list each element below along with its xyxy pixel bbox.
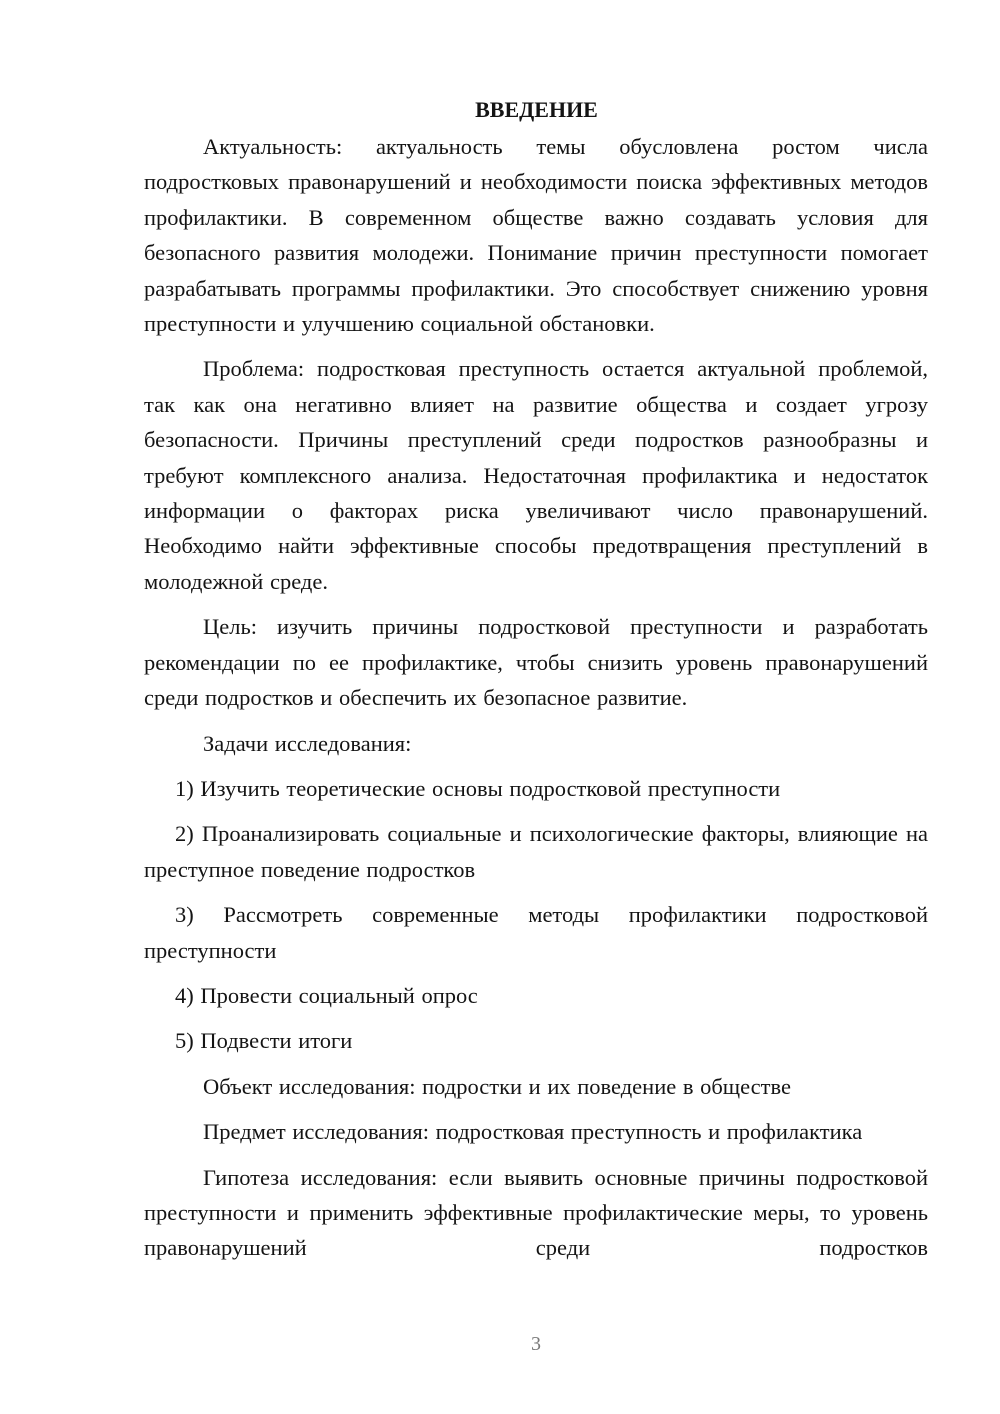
section-heading: ВВЕДЕНИЕ — [475, 97, 598, 122]
relevance-paragraph: Актуальность: актуальность темы обусловлена ростом числа подростковых правонарушений и необходимости поиска эффективных методов профилактики. В современном обществе важно создавать условия для безопасного развития молодежи. Понимание причин преступности помогает разрабатывать программы профилактики. Это способствует снижению уровня преступности и улучшению социальной обстановки. — [144, 134, 928, 337]
object-paragraph: Объект исследования: подростки и их поведение в обществе — [203, 1073, 791, 1099]
task-item: 1) Изучить теоретические основы подростковой преступности — [175, 775, 781, 801]
task-item: 2) Проанализировать социальные и психологические факторы, влияющие на преступное поведение подростков — [144, 821, 928, 882]
page-content — [144, 91, 928, 1266]
task-item: 5) Подвести итоги — [175, 1028, 353, 1054]
subject-paragraph: Предмет исследования: подростковая преступность и профилактика — [203, 1119, 863, 1145]
tasks-heading: Задачи исследования: — [203, 730, 412, 756]
task-item: 4) Провести социальный опрос — [175, 982, 478, 1008]
goal-paragraph: Цель: изучить причины подростковой преступности и разработать рекомендации по ее профилактике, чтобы снизить уровень правонарушений среди подростков и обеспечить их безопасное развитие. — [144, 614, 928, 711]
hypothesis-paragraph: Гипотеза исследования: если выявить основные причины подростковой преступности и применить эффективные профилактические меры, то уровень правонарушений среди подростков — [144, 1164, 928, 1261]
page-number: 3 — [531, 1333, 541, 1355]
task-item: 3) Рассмотреть современные методы профилактики подростковой преступности — [144, 902, 928, 963]
problem-paragraph: Проблема: подростковая преступность остается актуальной проблемой, так как она негативно влияет на развитие общества и создает угрозу безопасности. Причины преступлений среди подростков разнообразны и требуют комплексного анализа. Недостаточная профилактика и недостаток информации о факторах риска увеличивают число правонарушений. Необходимо найти эффективные способы предотвращения преступлений в молодежной среде. — [144, 356, 928, 594]
